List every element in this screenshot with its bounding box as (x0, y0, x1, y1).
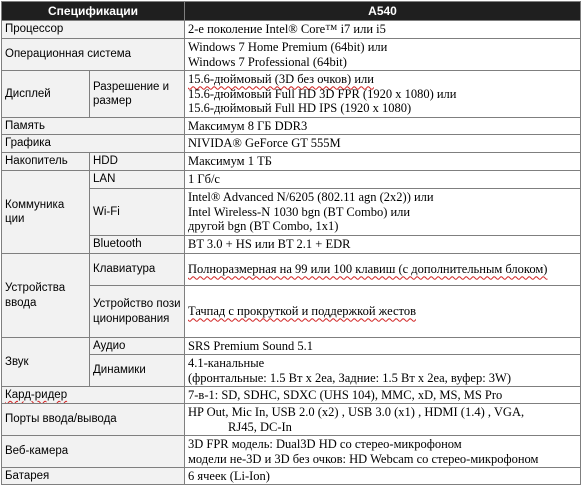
value-webcam-line: модели не-3D и 3D без очков: HD Webcam со стерео-микрофоном (188, 451, 539, 466)
row-storage (2, 153, 581, 171)
header-model: A540 (185, 2, 581, 21)
value-os (185, 39, 581, 71)
table-header-row (2, 2, 581, 21)
value-storage: Максимум 1 ТБ (185, 153, 581, 171)
value-card-reader: 7-в-1: SD, SDHC, SDXC (UHS 104), MMC, xD, MS, MS Pro (185, 387, 581, 404)
value-speakers-line: (фронтальные: 1.5 Вт x 2ea, Задние: 1.5 Вт x 2ea, вуфер: 3W) (188, 370, 512, 385)
label-cpu: Процессор (2, 21, 185, 39)
row-cpu (2, 21, 581, 39)
label-comm: Коммуника ции (2, 171, 90, 254)
sublabel-audio: Аудио (90, 338, 185, 355)
sublabel-storage-hdd: HDD (90, 153, 185, 171)
value-graphics: NIVIDA® GeForce GT 555M (185, 135, 581, 153)
value-display-line: 15.6-дюймовый (3D без очков) или (188, 72, 374, 87)
row-memory (2, 118, 581, 135)
row-sound-audio (2, 338, 581, 355)
value-memory: Максимум 8 ГБ DDR3 (185, 118, 581, 135)
label-display: Дисплей (2, 71, 90, 118)
label-storage: Накопитель (2, 153, 90, 171)
value-webcam-line: 3D FPR модель: Dual3D HD со стерео-микрофоном (188, 437, 462, 451)
value-audio: SRS Premium Sound 5.1 (185, 338, 581, 355)
label-card-reader-text: Кард-ридер (5, 388, 68, 401)
value-speakers (185, 355, 581, 387)
value-speakers-line: 4.1-канальные (188, 356, 265, 370)
label-sound: Звук (2, 338, 90, 387)
label-input: Устройства ввода (2, 254, 90, 338)
header-specs: Спецификации (2, 2, 185, 21)
spec-table (1, 1, 581, 485)
label-memory: Память (2, 118, 185, 135)
value-ports (185, 404, 581, 436)
value-display-line: 15.6-дюймовый Full HD 3D FPR (1920 x 1080) или (188, 86, 457, 101)
sublabel-speakers: Динамики (90, 355, 185, 387)
sublabel-pointer: Устройство позиционирования (90, 286, 185, 338)
label-webcam: Веб-камера (2, 436, 185, 468)
row-webcam (2, 436, 581, 468)
sublabel-keyboard: Клавиатура (90, 254, 185, 286)
sublabel-display-resolution: Разрешение и размер (90, 71, 185, 118)
label-graphics: Графика (2, 135, 185, 153)
label-card-reader (2, 387, 185, 404)
label-battery: Батарея (2, 468, 185, 485)
value-display-line: 15.6-дюймовый Full HD IPS (1920 x 1080) (188, 101, 412, 116)
row-input-keyboard (2, 254, 581, 286)
value-pointer-text: Тачпад с прокруткой и поддержкой жестов (188, 304, 416, 319)
value-ports-line: RJ45, DC-In (228, 419, 292, 434)
sublabel-bluetooth: Bluetooth (90, 236, 185, 254)
value-battery: 6 ячеек (Li-Ion) (185, 468, 581, 485)
value-keyboard (185, 254, 581, 286)
value-wifi-line: Intel Wireless-N 1030 bgn (BT Combo) или (188, 204, 411, 219)
value-os-line: Windows 7 Home Premium (64bit) или (188, 40, 388, 54)
row-ports (2, 404, 581, 436)
value-pointer (185, 286, 581, 338)
value-wifi (185, 189, 581, 236)
value-ports-line: HP Out, Mic In, USB 2.0 (x2) , USB 3.0 (x1) , HDMI (1.4) , VGA, (188, 405, 525, 419)
label-ports: Порты ввода/вывода (2, 404, 185, 436)
value-os-line: Windows 7 Professional (64bit) (188, 54, 347, 69)
row-card-reader (2, 387, 581, 404)
row-display (2, 71, 581, 118)
value-lan: 1 Гб/с (185, 171, 581, 189)
value-cpu: 2-е поколение Intel® Core™ i7 или i5 (185, 21, 581, 39)
value-wifi-line: Intel® Advanced N/6205 (802.11 agn (2x2)) или (188, 190, 434, 205)
sublabel-lan: LAN (90, 171, 185, 189)
label-os: Операционная система (2, 39, 185, 71)
value-bluetooth: BT 3.0 + HS или BT 2.1 + EDR (185, 236, 581, 254)
value-keyboard-text: Полноразмерная на 99 или 100 клавиш (с дополнительным блоком) (188, 262, 548, 277)
row-graphics (2, 135, 581, 153)
row-comm-lan (2, 171, 581, 189)
value-wifi-line: другой bgn (BT Combo, 1x1) (188, 219, 339, 234)
row-os (2, 39, 581, 71)
row-battery (2, 468, 581, 485)
sublabel-wifi: Wi-Fi (90, 189, 185, 236)
value-display (185, 71, 581, 118)
value-webcam (185, 436, 581, 468)
